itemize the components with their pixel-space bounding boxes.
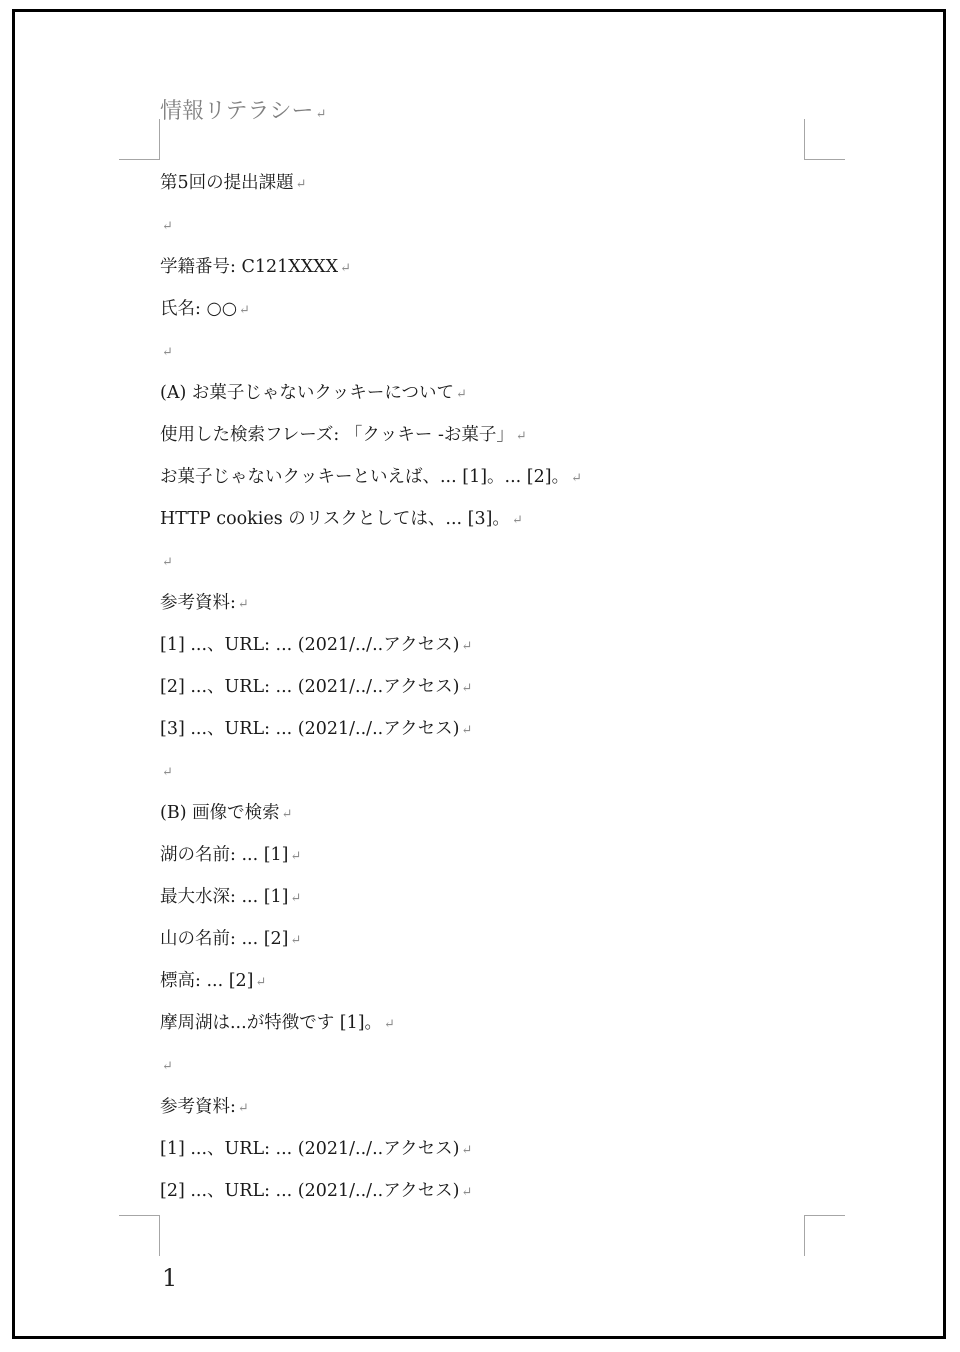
- paragraph-mark-icon: ↵: [461, 723, 473, 738]
- paragraph[interactable]: [160, 626, 800, 668]
- paragraph-mark-icon: ↵: [461, 681, 473, 696]
- paragraph[interactable]: [160, 794, 800, 836]
- paragraph-mark-icon: ↵: [237, 1101, 249, 1116]
- paragraph-mark-icon: ↵: [290, 849, 302, 864]
- paragraph-text: 学籍番号: C121XXXX: [160, 257, 339, 277]
- document-body[interactable]: [160, 164, 800, 1214]
- paragraph-text: HTTP cookies のリスクとしては、... [3]。: [160, 509, 510, 529]
- paragraph-text: [2] ...、URL: ... (2021/../..アクセス): [160, 677, 460, 697]
- paragraph-mark-icon: ↵: [162, 765, 173, 780]
- paragraph-mark-icon: ↵: [162, 555, 173, 570]
- paragraph-mark-icon: ↵: [162, 219, 173, 234]
- crop-mark-top-left: [119, 119, 160, 160]
- paragraph[interactable]: [160, 1088, 800, 1130]
- paragraph-mark-icon: ↵: [515, 429, 527, 444]
- crop-mark-bottom-left: [119, 1215, 160, 1256]
- paragraph-mark-icon: ↵: [571, 471, 582, 486]
- paragraph[interactable]: [160, 500, 800, 542]
- paragraph[interactable]: [160, 962, 800, 1004]
- paragraph-text: 氏名: ○○: [160, 299, 237, 319]
- paragraph[interactable]: [160, 290, 800, 332]
- paragraph[interactable]: [160, 542, 800, 584]
- page-number: 1: [162, 1264, 178, 1292]
- paragraph-mark-icon: ↵: [237, 597, 249, 612]
- paragraph[interactable]: [160, 458, 800, 500]
- paragraph-mark-icon: ↵: [461, 1143, 473, 1158]
- paragraph-mark-icon: ↵: [290, 933, 302, 948]
- paragraph-text: 山の名前: ... [2]: [160, 929, 289, 949]
- paragraph-text: 参考資料:: [160, 1097, 236, 1117]
- paragraph-mark-icon: ↵: [315, 107, 327, 122]
- paragraph-mark-icon: ↵: [384, 1017, 395, 1032]
- paragraph-text: [2] ...、URL: ... (2021/../..アクセス): [160, 1181, 460, 1201]
- paragraph-text: 標高: ... [2]: [160, 971, 254, 991]
- crop-mark-bottom-right: [804, 1215, 845, 1256]
- paragraph-mark-icon: ↵: [290, 891, 302, 906]
- paragraph-text: (A) お菓子じゃないクッキーについて: [160, 383, 455, 403]
- paragraph-text: 摩周湖は...が特徴です [1]。: [160, 1013, 383, 1033]
- paragraph-mark-icon: ↵: [511, 513, 523, 528]
- paragraph[interactable]: [160, 1004, 800, 1046]
- paragraph[interactable]: [160, 416, 800, 458]
- paragraph[interactable]: [160, 1172, 800, 1214]
- paragraph[interactable]: [160, 332, 800, 374]
- paragraph[interactable]: [160, 1046, 800, 1088]
- paragraph[interactable]: [160, 1130, 800, 1172]
- paragraph-mark-icon: ↵: [340, 261, 351, 276]
- paragraph-mark-icon: ↵: [456, 387, 467, 402]
- paragraph-text: [1] ...、URL: ... (2021/../..アクセス): [160, 1139, 460, 1159]
- header-text: 情報リテラシー: [160, 99, 314, 124]
- paragraph-mark-icon: ↵: [239, 303, 250, 318]
- paragraph-mark-icon: ↵: [162, 1059, 173, 1074]
- paragraph-mark-icon: ↵: [162, 345, 173, 360]
- paragraph[interactable]: [160, 836, 800, 878]
- paragraph-text: 湖の名前: ... [1]: [160, 845, 289, 865]
- paragraph[interactable]: [160, 164, 800, 206]
- paragraph-text: [3] ...、URL: ... (2021/../..アクセス): [160, 719, 460, 739]
- paragraph[interactable]: [160, 710, 800, 752]
- paragraph-mark-icon: ↵: [461, 1185, 473, 1200]
- page-header[interactable]: [160, 96, 326, 131]
- paragraph[interactable]: [160, 752, 800, 794]
- crop-mark-top-right: [804, 119, 845, 160]
- paragraph-mark-icon: ↵: [255, 975, 267, 990]
- paragraph[interactable]: [160, 206, 800, 248]
- paragraph[interactable]: [160, 668, 800, 710]
- paragraph-text: 参考資料:: [160, 593, 236, 613]
- paragraph-text: [1] ...、URL: ... (2021/../..アクセス): [160, 635, 460, 655]
- paragraph-text: 最大水深: ... [1]: [160, 887, 289, 907]
- paragraph-text: 使用した検索フレーズ: 「クッキー -お菓子」: [160, 425, 514, 445]
- paragraph-text: (B) 画像で検索: [160, 803, 280, 823]
- paragraph-text: お菓子じゃないクッキーといえば、... [1]。... [2]。: [160, 467, 570, 487]
- paragraph[interactable]: [160, 878, 800, 920]
- paragraph-mark-icon: ↵: [461, 639, 473, 654]
- paragraph[interactable]: [160, 920, 800, 962]
- paragraph-text: 第5回の提出課題: [160, 173, 294, 193]
- paragraph[interactable]: [160, 248, 800, 290]
- paragraph[interactable]: [160, 584, 800, 626]
- paragraph-mark-icon: ↵: [281, 807, 293, 822]
- paragraph[interactable]: [160, 374, 800, 416]
- paragraph-mark-icon: ↵: [295, 177, 307, 192]
